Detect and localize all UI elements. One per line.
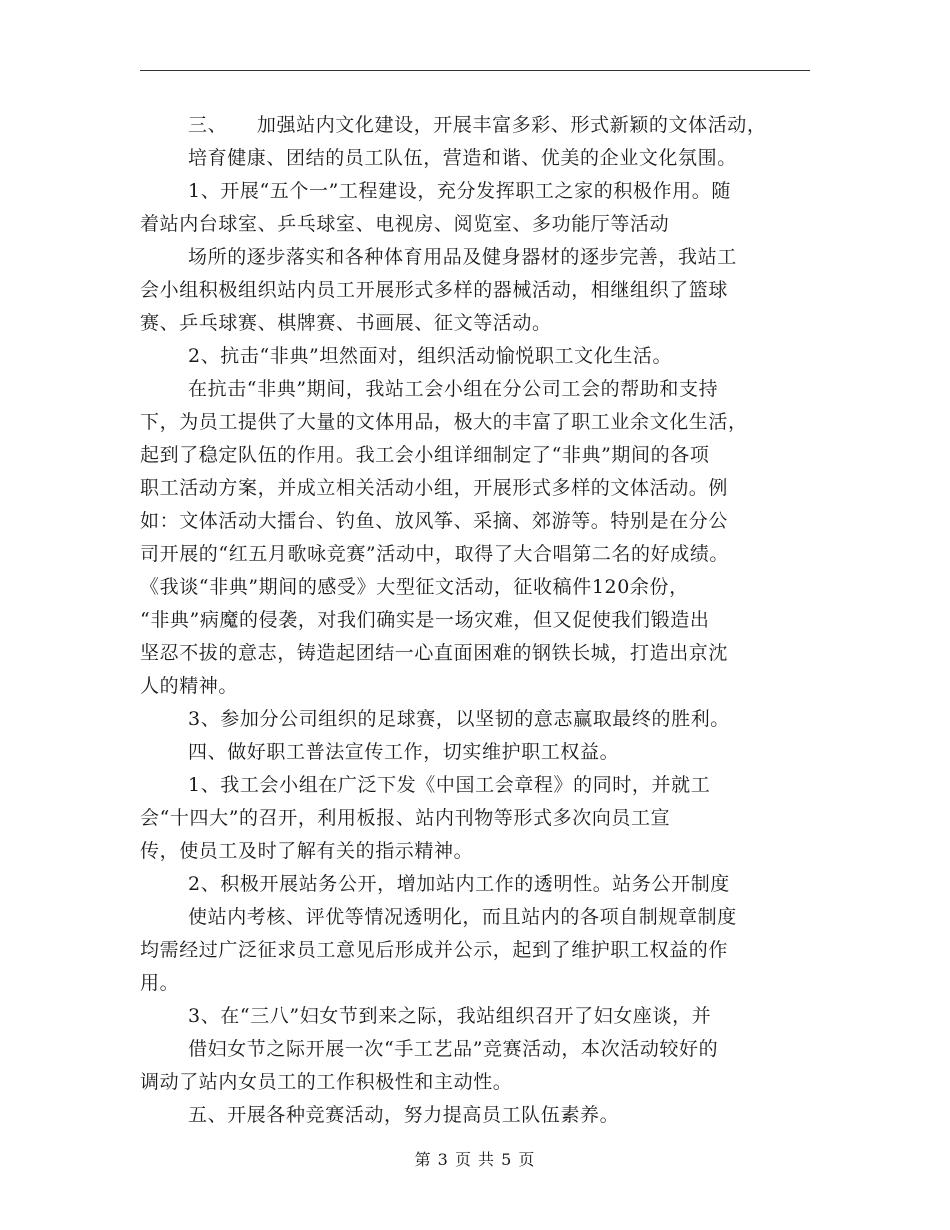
page-footer: 第 3 页 共 5 页 [414, 1150, 536, 1169]
body-line: 3、在“三八”妇女节到来之际，我站组织召开了妇女座谈，并 [188, 1005, 712, 1027]
body-line: 3、参加分公司组织的足球赛，以坚韧的意志赢取最终的胜利。 [188, 708, 730, 730]
body-line: 如：文体活动大擂台、钓鱼、放风筝、采摘、郊游等。特别是在分公 [140, 510, 729, 532]
body-line: 会“十四大”的召开，利用板报、站内刊物等形式多次向员工宣 [140, 807, 671, 829]
body-line: 2、积极开展站务公开，增加站内工作的透明性。站务公开制度 [188, 873, 730, 895]
body-line: 起到了稳定队伍的作用。我工会小组详细制定了“非典”期间的各项 [140, 444, 710, 466]
body-line: 均需经过广泛征求员工意见后形成并公示，起到了维护职工权益的作 [140, 939, 729, 961]
body-line: 着站内台球室、乒乓球室、电视房、阅览室、多功能厅等活动 [140, 213, 670, 235]
page-top-rule [140, 70, 810, 71]
body-line: 司开展的“红五月歌咏竞赛”活动中，取得了大合唱第二名的好成绩。 [140, 543, 730, 565]
body-line: 用。 [140, 972, 180, 994]
body-line: 1、开展“五个一”工程建设，充分发挥职工之家的积极作用。随 [188, 180, 731, 202]
body-line: 场所的逐步落实和各种体育用品及健身器材的逐步完善，我站工 [188, 246, 737, 268]
body-line: 《我谈“非典”期间的感受》大型征文活动，征收稿件120余份， [140, 576, 689, 598]
body-line: 在抗击“非典”期间，我站工会小组在分公司工会的帮助和支持 [188, 378, 719, 400]
body-line: 培育健康、团结的员工队伍，营造和谐、优美的企业文化氛围。 [188, 147, 737, 169]
body-line: 下，为员工提供了大量的文体用品，极大的丰富了职工业余文化生活， [140, 411, 748, 433]
body-line: 借妇女节之际开展一次“手工艺品”竞赛活动，本次活动较好的 [188, 1038, 719, 1060]
body-line: 会小组积极组织站内员工开展形式多样的器械活动，相继组织了篮球 [140, 279, 729, 301]
body-line: 人的精神。 [140, 675, 239, 697]
body-line: 1、我工会小组在广泛下发《中国工会章程》的同时，并就工 [188, 774, 711, 796]
body-line: 赛、乒乓球赛、棋牌赛、书画展、征文等活动。 [140, 312, 552, 334]
body-line: 使站内考核、评优等情况透明化，而且站内的各项自制规章制度 [188, 906, 737, 928]
body-line: 调动了站内女员工的工作积极性和主动性。 [140, 1071, 513, 1093]
body-line: “非典”病魔的侵袭，对我们确实是一场灾难，但又促使我们锻造出 [140, 609, 710, 631]
body-line: 2、抗击“非典”坦然面对，组织活动愉悦职工文化生活。 [188, 345, 673, 367]
body-line: 四、做好职工普法宣传工作，切实维护职工权益。 [188, 741, 620, 763]
body-line: 三、 加强站内文化建设，开展丰富多彩、形式新颖的文体活动， [188, 114, 767, 136]
body-line: 职工活动方案，并成立相关活动小组，开展形式多样的文体活动。例 [140, 477, 729, 499]
body-line: 坚忍不拔的意志，铸造起团结一心直面困难的钢铁长城，打造出京沈 [140, 642, 729, 664]
body-line: 五、开展各种竞赛活动，努力提高员工队伍素养。 [188, 1104, 620, 1126]
body-line: 传，使员工及时了解有关的指示精神。 [140, 840, 474, 862]
